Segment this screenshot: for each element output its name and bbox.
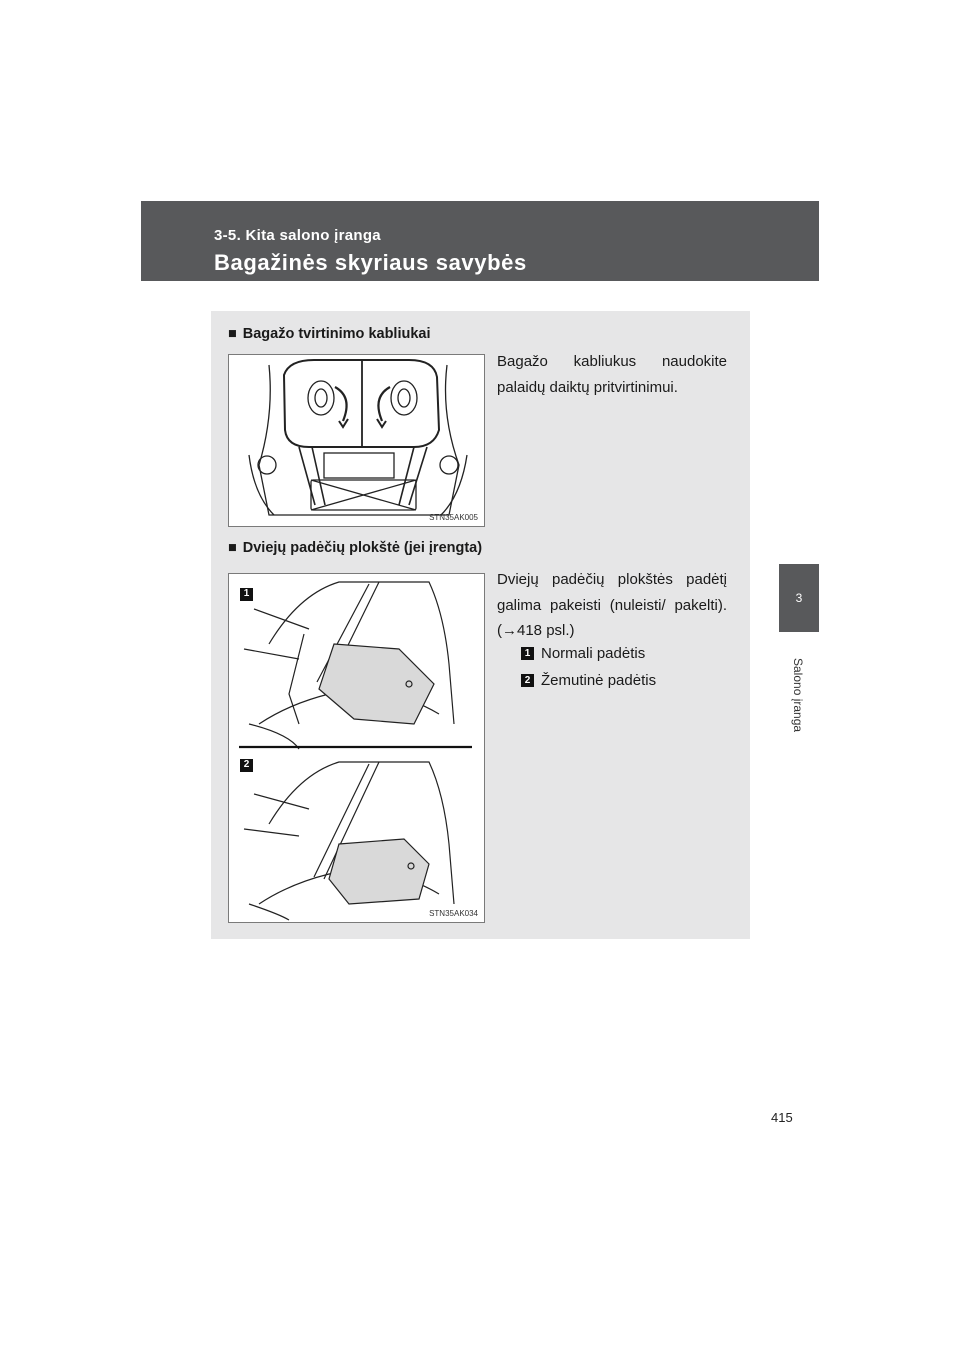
board-heading-text: Dviejų padėčių plokštė (jei įrengta) bbox=[242, 540, 483, 556]
section-label: 3-5. Kita salono įranga bbox=[214, 227, 381, 244]
number-badge: 1 bbox=[521, 647, 534, 660]
board-body-text: Dviejų padėčių plokštės padėtį galima pakeisti (nuleisti/ pakelti). (→418 psl.) bbox=[497, 571, 727, 639]
deck-board-illustration bbox=[228, 573, 485, 923]
bullet-square-icon: ■ bbox=[228, 540, 237, 556]
header-band bbox=[141, 201, 819, 281]
legend-label: Normali padėtis bbox=[541, 645, 646, 662]
hooks-heading-text: Bagažo tvirtinimo kabliukai bbox=[242, 326, 431, 342]
legend-item-lower bbox=[521, 672, 656, 689]
page-number: 415 bbox=[771, 1110, 793, 1125]
legend-label: Žemutinė padėtis bbox=[541, 672, 657, 689]
number-badge: 2 bbox=[240, 759, 253, 772]
number-badge: 1 bbox=[240, 588, 253, 601]
page-title: Bagažinės skyriaus savybės bbox=[214, 250, 527, 275]
chapter-tab bbox=[779, 564, 819, 632]
content-panel bbox=[211, 311, 750, 939]
bullet-square-icon: ■ bbox=[228, 326, 237, 342]
deck-board-drawing bbox=[229, 574, 484, 922]
luggage-hooks-illustration bbox=[228, 354, 485, 527]
position-2-marker bbox=[240, 754, 253, 772]
cargo-hooks-drawing bbox=[229, 355, 484, 526]
figure-code: STN35AK034 bbox=[429, 909, 478, 918]
position-1-marker bbox=[240, 583, 253, 601]
hooks-heading bbox=[228, 326, 431, 342]
chapter-number: 3 bbox=[795, 591, 803, 605]
legend-item-normal bbox=[521, 645, 645, 662]
number-badge: 2 bbox=[521, 674, 534, 687]
figure-code: STN35AK005 bbox=[429, 513, 478, 522]
board-heading bbox=[228, 540, 482, 556]
chapter-label: Salono įranga bbox=[791, 657, 805, 733]
hooks-body-text: Bagažo kabliukus naudokite palaidų daiktų pritvirtinimui. bbox=[497, 353, 727, 396]
